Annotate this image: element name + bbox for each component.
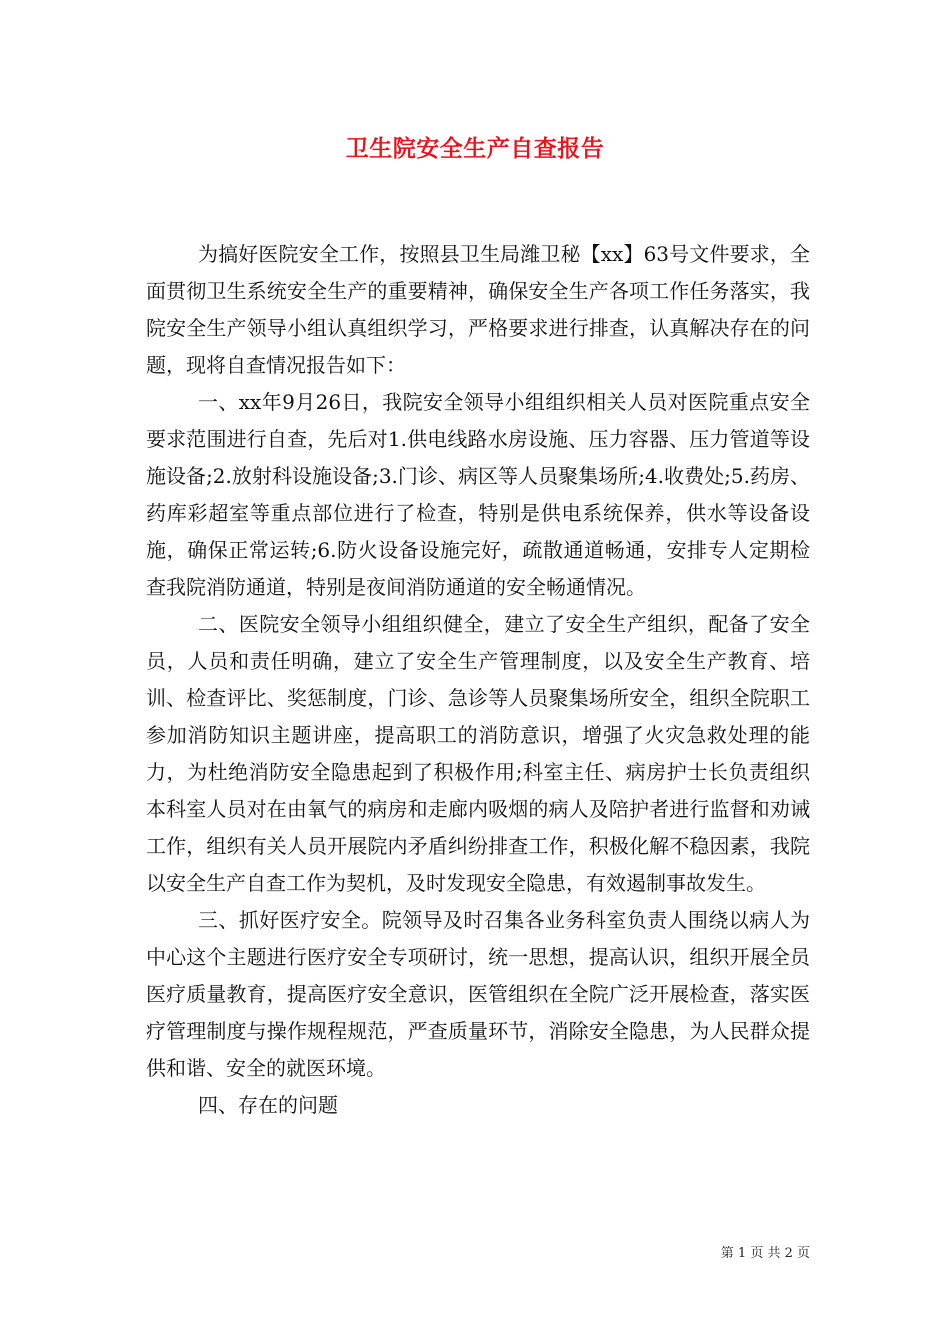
paragraph-section-4-heading: 四、存在的问题 bbox=[198, 1093, 338, 1117]
page-number: 第 1 页 共 2 页 bbox=[720, 1246, 810, 1261]
paragraph-intro: 为搞好医院安全工作，按照县卫生局潍卫秘【xx】63号文件要求，全面贯彻卫生系统安全生产的重要精神，确保安全生产各项工作任务落实，我院安全生产领导小组认真组织学习，严格要求进行排查，认真解决存在的问题，现将自查情况报告如下： bbox=[146, 242, 810, 377]
document-body bbox=[146, 236, 810, 1124]
paragraph-section-3: 三、抓好医疗安全。院领导及时召集各业务科室负责人围绕以病人为中心这个主题进行医疗安全专项研讨，统一思想，提高认识，组织开展全员医疗质量教育，提高医疗安全意识，医管组织在全院广泛开展检查，落实医疗管理制度与操作规程规范，严查质量环节，消除安全隐患，为人民群众提供和谐、安全的就医环境。 bbox=[146, 908, 810, 1080]
paragraph-section-2: 二、医院安全领导小组组织健全，建立了安全生产组织，配备了安全员，人员和责任明确，建立了安全生产管理制度，以及安全生产教育、培训、检查评比、奖惩制度，门诊、急诊等人员聚集场所安全，组织全院职工参加消防知识主题讲座，提高职工的消防意识，增强了火灾急救处理的能力，为杜绝消防安全隐患起到了积极作用;科室主任、病房护士长负责组织本科室人员对在由氧气的病房和走廊内吸烟的病人及陪护者进行监督和劝诫工作，组织有关人员开展院内矛盾纠纷排查工作，积极化解不稳因素，我院以安全生产自查工作为契机，及时发现安全隐患，有效遏制事故发生。 bbox=[146, 612, 810, 895]
paragraph-section-1: 一、xx年9月26日，我院安全领导小组组织相关人员对医院重点安全要求范围进行自查，先后对1.供电线路水房设施、压力容器、压力管道等设施设备;2.放射科设施设备;3.门诊、病区等人员聚集场所;4.收费处;5.药房、药库彩超室等重点部位进行了检查，特别是供电系统保养，供水等设备设施，确保正常运转;6.防火设备设施完好，疏散通道畅通，安排专人定期检查我院消防通道，特别是夜间消防通道的安全畅通情况。 bbox=[146, 390, 810, 599]
document-title: 卫生院安全生产自查报告 bbox=[345, 135, 605, 162]
